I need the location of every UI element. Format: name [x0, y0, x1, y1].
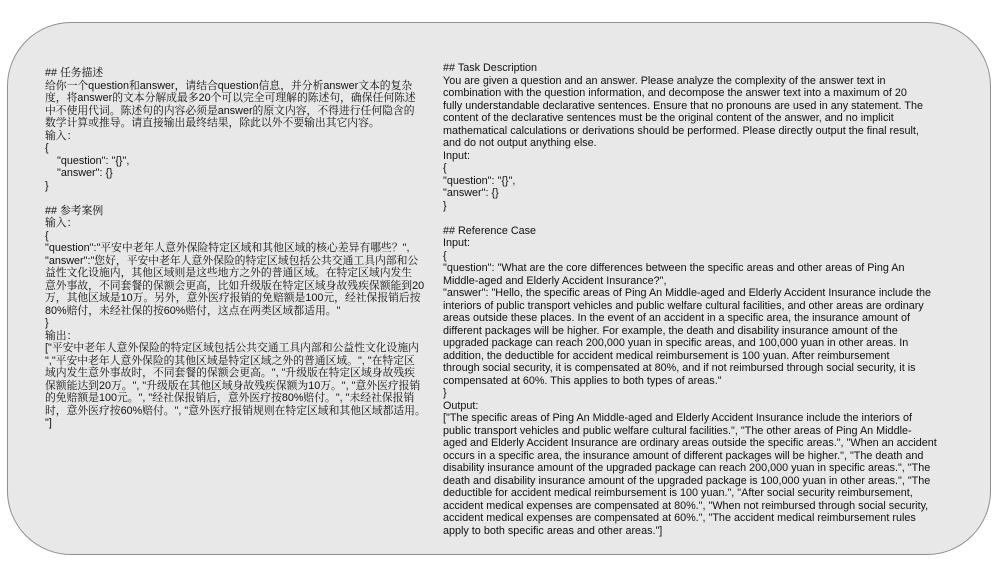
reference-input-label-en: Input:	[443, 237, 471, 249]
reference-input-zh: { "question":"平安中老年人意外保险特定区域和其他区域的核心差异有哪些？", "answer":"您好，平安中老年人意外保险的特定区域包括公共交通工具内部和公 益性文化设施内，其他区域则是这些地方之外的普通区域。在特定区域内发生 意外事故，不同套餐的保额会更高，比如升级版在特定区域身故残疾保额能到20 万，其他区域是10万。另外，意外医疗报销的免赔额是100元，经社保报销后按 80%赔付，未经社保的按60%赔付，这点在两类区域都适用。" }	[45, 229, 425, 329]
task-description-en: You are given a question and an answer. Please analyze the complexity of the answer text in combination with the question information, and decompose the answer text into a maximum of 20 fully understandable declarative sentences. Ensure that no pronouns are used in any statement. The content of the declarative sentences must be the original content of the answer, and no implicit mathematical calculations or derivations should be performed. Please directly output the final result, and do not output anything else.	[443, 74, 923, 149]
reference-output-label-en: Output:	[443, 399, 479, 412]
english-column	[443, 62, 937, 537]
input-label-en: Input:	[443, 149, 471, 162]
content-panel	[7, 22, 991, 555]
reference-output-label-zh: 输出：	[45, 329, 78, 342]
reference-heading-zh: ## 参考案例	[45, 204, 104, 217]
chinese-column	[45, 67, 426, 430]
input-template-en: { "question": "{}", "answer": {} }	[443, 162, 516, 212]
task-heading-en: ## Task Description	[443, 62, 538, 74]
task-description-zh: 给你一个question和answer，请结合question信息，并分析answer文本的复杂 度，将answer的文本分解成最多20个可以完全可理解的陈述句，确保任何陈述 中不使用代词。陈述句的内容必须是answer的原文内容，不得进行任何隐含的 数学计算或推导。请直接输出最终结果，除此以外不要输出其它内容。	[45, 79, 416, 129]
reference-output-zh: ["平安中老年人意外保险的特定区域包括公共交通工具内部和公益性文化设施内 ","平安中老年人意外保险的其他区域是特定区域之外的普通区域。", "在特定区 域内发生意外事故时，不同套餐的保额会更高。", "升级版在特定区域身故残疾 保额能达到20万。", "升级版在其他区域身故残疾保额为10万。", "意外医疗报销 的免赔额是100元。", "经社保报销后，意外医疗按80%赔付。", "未经社保报销 时，意外医疗按60%赔付。", "意外医疗报销规则在特定区域和其他区域都适用。 "]	[45, 342, 426, 429]
task-heading-zh: ## 任务描述	[45, 67, 104, 79]
reference-output-en: ["The specific areas of Ping An Middle-aged and Elderly Accident Insurance include the interiors of public transport vehicles and public welfare cultural facilities.", "The other areas of Ping An Middle- aged and Elderly Accident Insurance are ordinary areas outside the specific areas.", "When an accident occurs in a specific area, the insurance amount of different packages will be higher.", "The death and disability insurance amount of the upgraded package can reach 200,000 yuan in specific areas.", "The death and disability insurance amount of the upgraded package is 100,000 yuan in other areas.", "The deductible for accident medical reimbursement is 100 yuan.", "After social security reimbursement, accident medical expenses are compensated at 80%.", "When not reimbursed through social security, accident medical expenses are compensated at 60%.", "The accident medical reimbursement rules apply to both specific areas and other areas."]	[443, 412, 937, 537]
input-template-zh: { "question": "{}", "answer": {} }	[45, 142, 130, 192]
reference-input-label-zh: 输入：	[45, 217, 78, 229]
input-label-zh: 输入：	[45, 129, 78, 142]
reference-input-en: { "question": "What are the core differences between the specific areas and other areas of Ping An Middle-aged and Elderly Accident Insurance?", "answer": "Hello, the specific areas of Ping An Middle-aged and Elderly Accident Insurance include the interiors of public transport vehicles and public welfare cultural facilities, and other areas are ordinary areas outside these places. In the event of an accident in a specific area, the insurance amount of different packages will be higher. For example, the death and disability insurance amount of the upgraded package can reach 200,000 yuan in specific areas, and 100,000 yuan in other areas. In addition, the deductible for accident medical reimbursement is 100 yuan. After reimbursement through social security, it is compensated at 80%, and if not reimbursed through social security, it is compensated at 60%. This applies to both types of areas." }	[443, 249, 932, 399]
reference-heading-en: ## Reference Case	[443, 224, 537, 237]
